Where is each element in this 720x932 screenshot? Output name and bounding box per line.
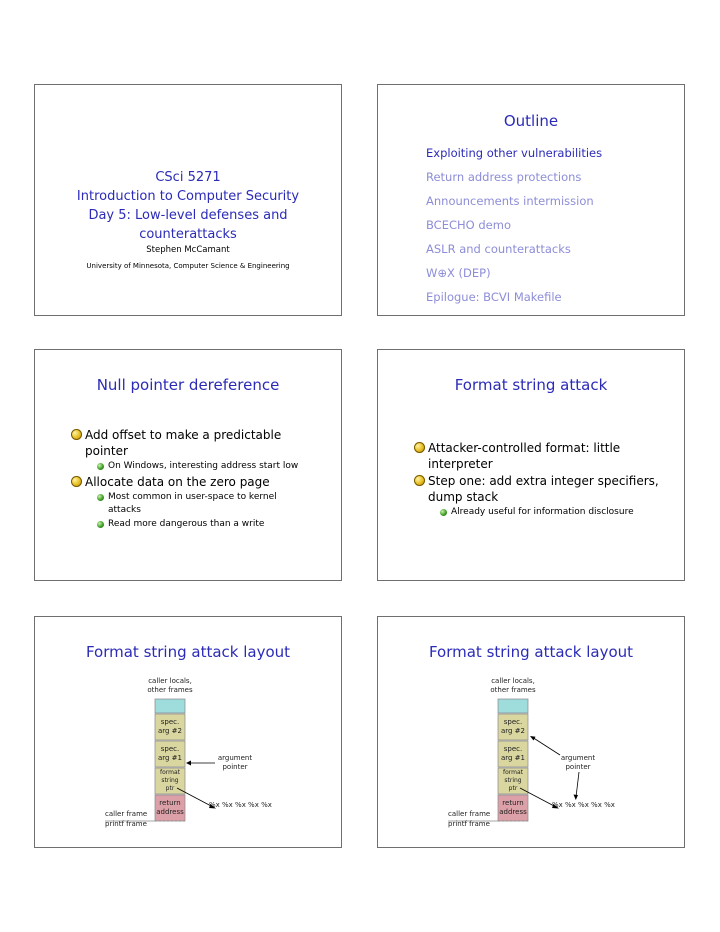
outline-item: ASLR and counterattacks bbox=[426, 242, 571, 256]
bullet-list bbox=[414, 440, 664, 520]
caller-frame-label: caller frame bbox=[105, 810, 148, 818]
spec-arg1-label: spec. arg #1 bbox=[157, 745, 183, 762]
outline-item: W⊕X (DEP) bbox=[426, 266, 491, 280]
slide-outline bbox=[377, 84, 685, 316]
return-address-label: return address bbox=[499, 799, 527, 816]
outline-item-current: Exploiting other vulnerabilities bbox=[426, 146, 603, 160]
sub-bullet-ball-icon bbox=[97, 494, 104, 501]
course-title: CSci 5271 Introduction to Computer Security Day 5: Low-level defenses and counterattacks bbox=[76, 170, 300, 242]
outline-item: Announcements intermission bbox=[426, 194, 594, 208]
sub-bullet-item: Most common in user-space to kernel attacks bbox=[97, 491, 287, 517]
slide-layout-b bbox=[377, 616, 685, 848]
sub-bullet-item: Already useful for information disclosure bbox=[440, 506, 664, 519]
sub-bullet-ball-icon bbox=[440, 509, 447, 516]
slide-title-page bbox=[34, 84, 342, 316]
slide-layout-a bbox=[34, 616, 342, 848]
slide-null-pointer bbox=[34, 349, 342, 581]
arrowhead bbox=[574, 795, 579, 801]
bullet-ball-icon bbox=[414, 442, 425, 453]
caller-frames-box bbox=[155, 699, 185, 713]
bullet-ball-icon bbox=[71, 429, 82, 440]
argument-pointer-label: argument pointer bbox=[560, 754, 596, 771]
printf-frame-label: printf frame bbox=[448, 820, 490, 828]
slide-title: Format string attack bbox=[454, 376, 608, 394]
bullet-item: Step one: add extra integer specifiers, dump stack bbox=[414, 473, 664, 505]
bullet-item: Add offset to make a predictable pointer bbox=[71, 427, 311, 459]
sub-bullet-item: On Windows, interesting address start low bbox=[97, 460, 311, 473]
return-address-label: return address bbox=[156, 799, 184, 816]
bullet-list bbox=[71, 427, 311, 532]
format-string-ptr-label: format string ptr bbox=[502, 769, 524, 792]
slide-title: Null pointer dereference bbox=[96, 376, 280, 394]
bullet-ball-icon bbox=[414, 475, 425, 486]
sub-bullet-ball-icon bbox=[97, 463, 104, 470]
bullet-item: Attacker-controlled format: little interpreter bbox=[414, 440, 628, 472]
affiliation: University of Minnesota, Computer Science & Engineering bbox=[86, 262, 290, 270]
slide-title: Outline bbox=[503, 112, 559, 130]
bullet-item: Allocate data on the zero page bbox=[71, 474, 311, 490]
author: Stephen McCamant bbox=[146, 245, 230, 255]
printf-frame-label: printf frame bbox=[105, 820, 147, 828]
spec-arg2-label: spec. arg #2 bbox=[157, 718, 183, 735]
caller-locals-label: caller locals, other frames bbox=[147, 677, 193, 694]
stack-diagram bbox=[95, 673, 295, 838]
slide-title: Format string attack layout bbox=[85, 643, 291, 661]
arrowhead bbox=[186, 761, 191, 766]
stack-diagram bbox=[438, 673, 638, 838]
format-string-label: %x %x %x %x %x bbox=[552, 801, 615, 809]
arrowhead bbox=[530, 736, 536, 741]
argument-pointer-arrow bbox=[532, 737, 560, 755]
outline-item: BCECHO demo bbox=[426, 218, 511, 232]
slide-title: Format string attack layout bbox=[428, 643, 634, 661]
sub-bullet-item: Read more dangerous than a write bbox=[97, 518, 311, 531]
argument-pointer-label: argument pointer bbox=[217, 754, 253, 771]
sub-bullet-ball-icon bbox=[97, 521, 104, 528]
format-string-label: %x %x %x %x %x bbox=[209, 801, 272, 809]
outline-item: Epilogue: BCVI Makefile bbox=[426, 290, 562, 304]
bullet-ball-icon bbox=[71, 476, 82, 487]
caller-frames-box bbox=[498, 699, 528, 713]
outline-item: Return address protections bbox=[426, 170, 582, 184]
outline-list bbox=[426, 141, 602, 309]
caller-frame-label: caller frame bbox=[448, 810, 491, 818]
format-string-ptr-label: format string ptr bbox=[159, 769, 181, 792]
spec-arg1-label: spec. arg #1 bbox=[500, 745, 526, 762]
argument-pointer-arrow bbox=[576, 772, 579, 797]
slide-format-string bbox=[377, 349, 685, 581]
caller-locals-label: caller locals, other frames bbox=[490, 677, 536, 694]
spec-arg2-label: spec. arg #2 bbox=[500, 718, 526, 735]
